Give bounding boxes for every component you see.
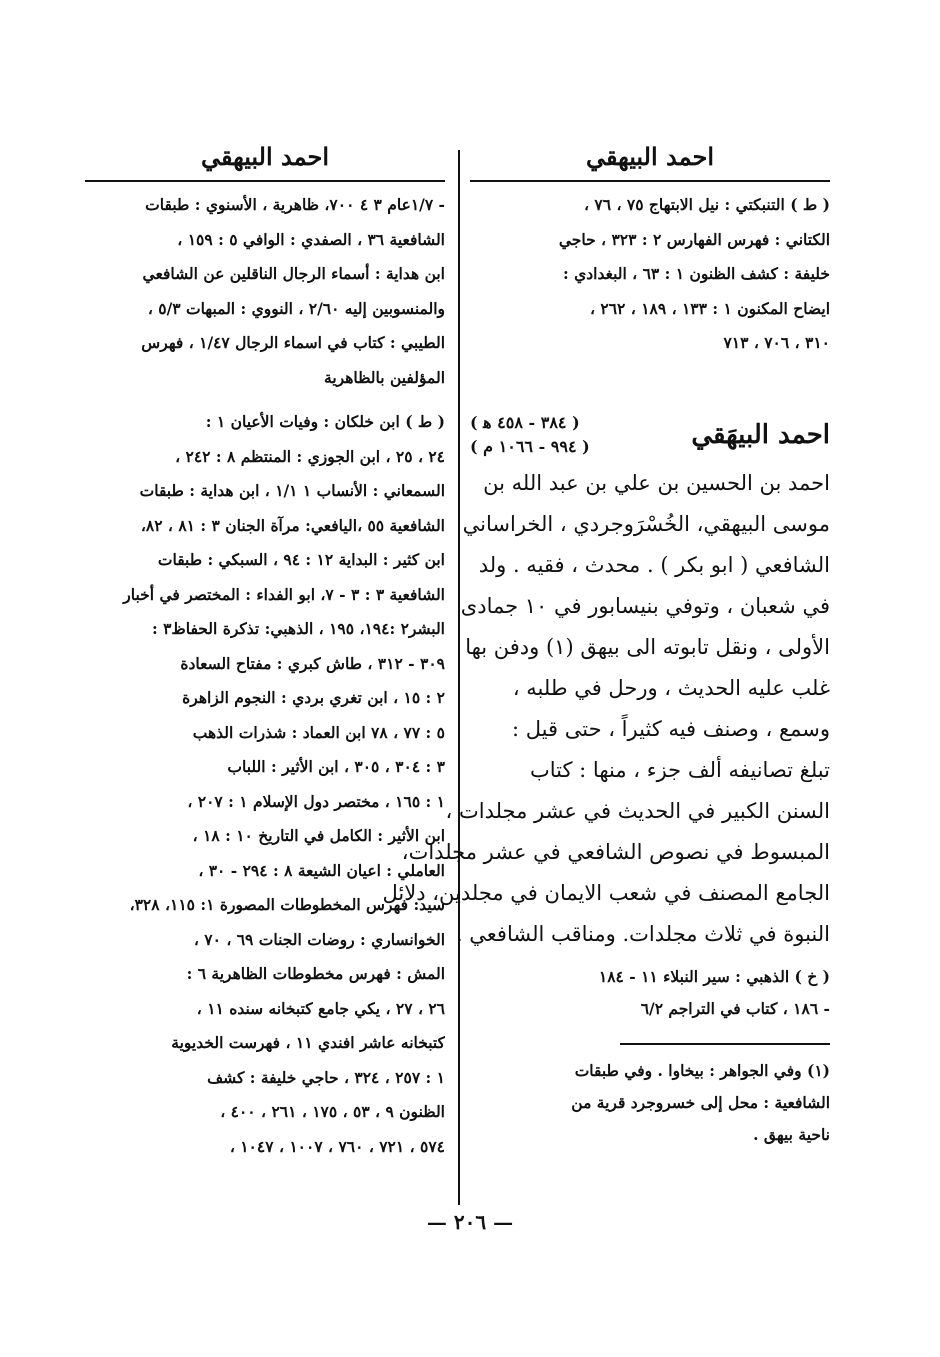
ref-line: - ١/٧عام ٣ ٤ ٧٠٠، ظاهرية ، الأسنوي : طبقات	[145, 195, 445, 214]
ref-line: ايضاح المكنون ١ : ١٣٣ ، ١٨٩ ، ٢٦٢ ،	[590, 298, 830, 318]
bio-line: غلب عليه الحديث ، ورحل في طلبه ،	[512, 675, 830, 700]
footnote-line: ناحية بيهق .	[753, 1124, 830, 1144]
ref-line: ٣٠٩ - ٣١٢ ، طاش كبري : مفتاح السعادة	[180, 653, 445, 673]
ref-line: ٥٧٤ ، ٧٢١ ، ٧٦٠ ، ١٠٠٧ ، ١٠٤٧ ،	[229, 1136, 445, 1156]
ref-line: ( ط ) ابن خلكان : وفيات الأعيان ١ :	[205, 412, 445, 431]
bio-line: في شعبان ، وتوفي بنيسابور في ١٠ جمادى	[460, 593, 830, 618]
source-line: - ١٨٦ ، كتاب في التراجم ٦/٢	[640, 998, 830, 1018]
ref-line: الشافعية ٥٥ ،اليافعي: مرآة الجنان ٣ : ٨١ ، ٨٢،	[140, 515, 445, 535]
ref-line: ١ : ٢٥٧ ، ٣٢٤ ، حاجي خليفة : كشف	[207, 1067, 445, 1087]
bio-line: الأولى ، ونقل تابوته الى بيهق (١) ودفن بها	[465, 634, 830, 659]
ref-line: ابن الأثير : الكامل في التاريخ ١٠ : ١٨ ،	[192, 826, 445, 845]
entry-dates	[470, 411, 590, 459]
column-divider	[458, 150, 460, 1205]
ref-line: والمنسوبين إليه ٢/٦٠ ، النووي : المبهات ٥/٣ ،	[147, 298, 445, 318]
page-number: — ٢٠٦ —	[426, 1210, 514, 1234]
ref-line: ٣ : ٣٠٤ ، ٣٠٥ ، ابن الأثير : اللباب	[227, 757, 445, 776]
references-list	[85, 188, 445, 1164]
ref-line: المش : فهرس مخطوطات الظاهرية ٦ :	[186, 964, 445, 983]
ref-line: ٥ : ٧٧ ، ٧٨ ابن العماد : شذرات الذهب	[192, 722, 445, 742]
ref-line: سيد: فهرس المخطوطات المصورة ١: ١١٥، ٣٢٨،	[129, 895, 445, 914]
bio-line: الجامع المصنف في شعب الايمان في مجلدين، دلائل	[382, 880, 830, 905]
ref-line: العاملي : اعيان الشيعة ٨ : ٢٩٤ - ٣٠ ،	[198, 860, 445, 880]
ref-line: ابن هداية : أسماء الرجال الناقلين عن الشافعي	[142, 264, 445, 283]
ref-line: ( ط ) التنبكتي : نيل الابتهاج ٧٥ ، ٧٦ ،	[584, 195, 830, 214]
ref-line: ٢ : ١٥ ، ابن تغري بردي : النجوم الزاهرة	[182, 688, 445, 707]
dates-hijri: ( ٣٨٤ - ٤٥٨ ﻫ )	[470, 412, 580, 432]
ref-line: الكتاني : فهرس الفهارس ٢ : ٣٢٣ ، حاجي	[558, 229, 830, 249]
footnote-rule	[620, 1043, 830, 1045]
bio-line: المبسوط في نصوص الشافعي في عشر مجلدات،	[401, 839, 830, 864]
bio-line: النبوة في ثلاث مجلدات. ومناقب الشافعي .	[455, 921, 830, 946]
entry-sources	[470, 961, 830, 1025]
footnote-line: (١) وفي الجواهر : بيخاوا . وفي طبقات	[574, 1060, 830, 1080]
ref-line: ابن كثير : البداية ١٢ : ٩٤ ، السبكي : طبقات	[157, 550, 445, 569]
entry-title: احمد البيهَقي	[691, 419, 830, 450]
bio-line: الشافعي ( ابو بكر ) . محدث ، فقيه . ولد	[478, 552, 830, 577]
right-column-header: احمد البيهقي	[585, 142, 714, 171]
ref-line: ١ : ١٦٥ ، مختصر دول الإسلام ١ : ٢٠٧ ،	[187, 791, 445, 811]
ref-line	[85, 395, 445, 405]
spacer	[470, 361, 830, 401]
ref-line: ٢٤ ، ٢٥ ، ابن الجوزي : المنتظم ٨ : ٢٤٢ ،	[175, 446, 445, 466]
ref-line: السمعاني : الأنساب ١ ١/١ ، ابن هداية : طبقات	[139, 481, 445, 500]
left-column-header: احمد البيهقي	[200, 142, 329, 171]
ref-line: المؤلفين بالظاهرية	[324, 367, 445, 387]
ref-line: ٢٦ ، ٢٧ ، يكي جامع كتبخانه سنده ١١ ،	[196, 998, 445, 1018]
ref-line: الشافعية ٣ : ٣ - ٧، ابو الفداء : المختصر في أخبار	[123, 584, 445, 604]
bio-line: احمد بن الحسين بن علي بن عبد الله بن	[483, 470, 830, 495]
ref-line: ٣١٠ ، ٧٠٦ ، ٧١٣	[723, 333, 830, 352]
bio-line: تبلغ تصانيفه ألف جزء ، منها : كتاب	[530, 757, 830, 782]
previous-entry-references	[470, 188, 830, 361]
source-line: ( خ ) الذهبي : سير النبلاء ١١ - ١٨٤	[598, 966, 830, 986]
ref-line: خليفة : كشف الظنون ١ : ٦٣ ، البغدادي :	[563, 264, 830, 283]
ref-line: الخوانساري : روضات الجنات ٦٩ ، ٧٠ ،	[193, 929, 445, 949]
bio-line: السنن الكبير في الحديث في عشر مجلدات ،	[445, 798, 830, 823]
bio-line: موسى البيهقي، الخُسْرَوجردي ، الخراساني	[462, 511, 830, 536]
footnote	[470, 1055, 830, 1151]
header-rule	[85, 180, 445, 182]
entry-heading	[470, 411, 830, 459]
bio-line: وسمع ، وصنف فيه كثيراً ، حتى قيل :	[512, 716, 830, 741]
header-rule	[470, 180, 830, 182]
left-column	[85, 140, 445, 1164]
ref-line: البشر٢ :١٩٤، ١٩٥ ، الذهبي: تذكرة الحفاظ٣ :	[151, 619, 445, 638]
ref-line: كتبخانه عاشر افندي ١١ ، فهرست الخديوية	[171, 1033, 445, 1052]
ref-line: الظنون ٩ ، ٥٣ ، ١٧٥ ، ٢٦١ ، ٤٠٠ ،	[220, 1102, 445, 1121]
ref-line: الشافعية ٣٦ ، الصفدي : الوافي ٥ : ١٥٩ ،	[177, 229, 445, 249]
dates-gregorian: ( ٩٩٤ - ١٠٦٦ م )	[470, 436, 590, 456]
entry-biography	[382, 463, 830, 955]
ref-line: الطيبي : كتاب في اسماء الرجال ١/٤٧ ، فهرس	[141, 333, 445, 352]
footnote-line: الشافعية : محل إلى خسروجرد قرية من	[571, 1092, 830, 1112]
